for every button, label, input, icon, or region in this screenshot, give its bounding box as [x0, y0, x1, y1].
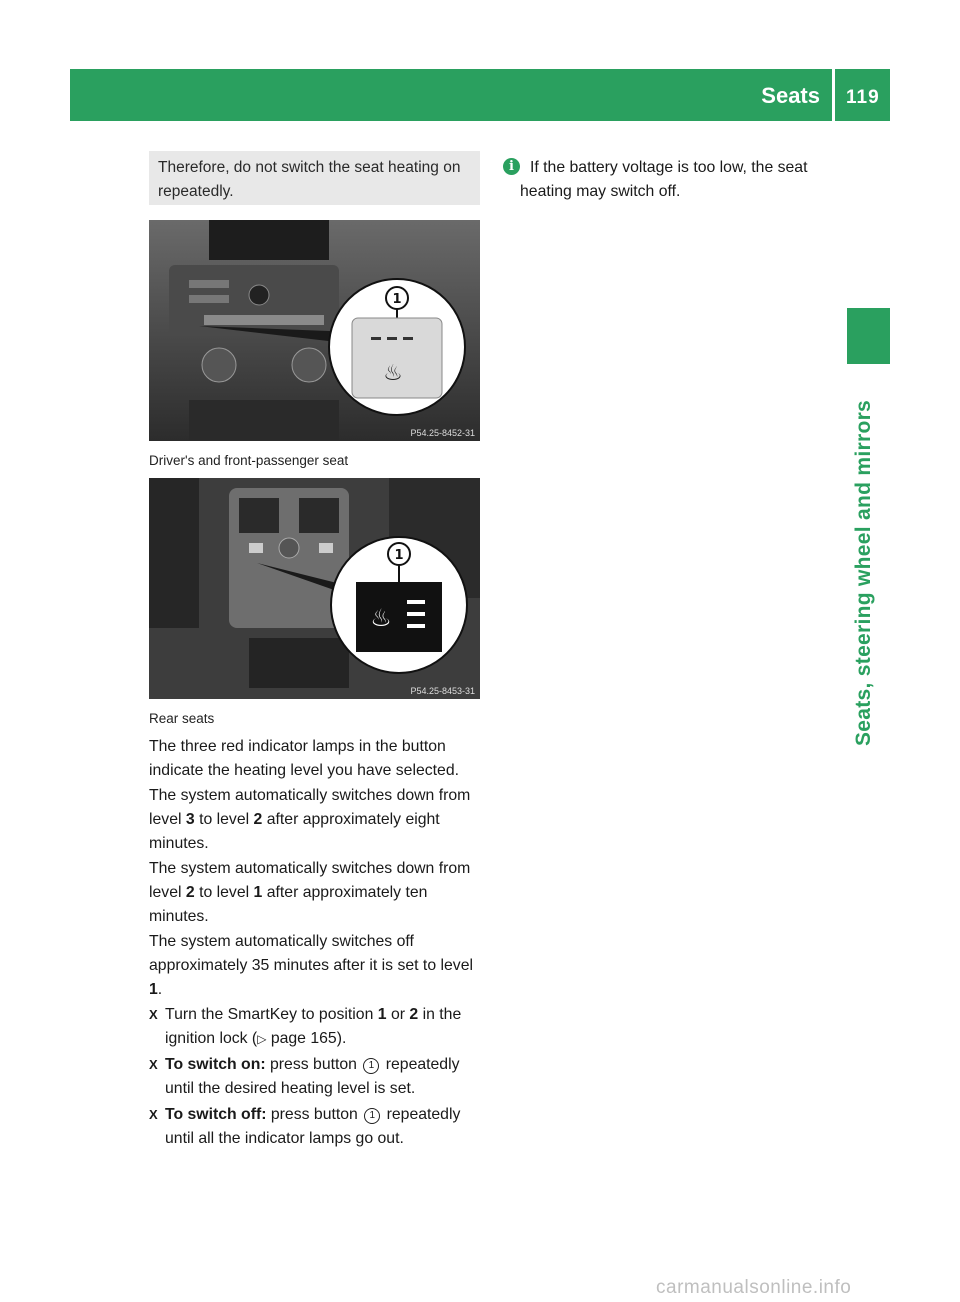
- step-switch-on: X To switch on: press button 1 repeatedly until the desired heating level is set.: [149, 1056, 460, 1097]
- callout-1-icon: 1: [363, 1058, 379, 1074]
- step-switch-off: X To switch off: press button 1 repeatedly until all the indicator lamps go out.: [149, 1106, 461, 1147]
- figure2-code: P54.25-8453-31: [410, 686, 475, 696]
- figure-rear-seat-heating: [149, 478, 480, 699]
- paragraph-indicator-lamps: The three red indicator lamps in the button indicate the heating level you have selected.: [149, 738, 460, 779]
- step-marker: X: [149, 1007, 158, 1022]
- warning-text: Therefore, do not switch the seat heating on repeatedly.: [158, 159, 461, 200]
- callout-1-icon: 1: [364, 1108, 380, 1124]
- figure1-caption: Driver's and front-passenger seat: [149, 453, 349, 468]
- paragraph-level3: The system automatically switches down from level 3 to level 2 after approximately eight minutes.: [149, 787, 471, 852]
- chapter-label: Seats, steering wheel and mirrors: [852, 399, 875, 746]
- step-smartkey: X Turn the SmartKey to position 1 or 2 in the ignition lock (▷ page 165).: [149, 1003, 484, 1051]
- paragraph-auto-off: The system automatically switches off approximately 35 minutes after it is set to level 1.: [149, 933, 473, 998]
- paragraph-level2: The system automatically switches down from level 2 to level 1 after approximately ten minutes.: [149, 860, 471, 925]
- page-ref-arrow-icon: ▷: [257, 1032, 267, 1046]
- section-title: Seats: [761, 83, 820, 108]
- info-text: If the battery voltage is too low, the seat heating may switch off.: [520, 159, 808, 200]
- chapter-tab: [847, 308, 890, 364]
- footer-watermark: carmanualsonline.info: [656, 1277, 852, 1298]
- svg-text:♨: ♨: [370, 604, 392, 632]
- page-number: 119: [846, 87, 880, 108]
- figure2-caption: Rear seats: [149, 711, 215, 726]
- figure2-callout: 1: [394, 548, 404, 563]
- body-column: [149, 735, 484, 1153]
- figure1-callout: 1: [392, 292, 402, 307]
- figure1-code: P54.25-8452-31: [410, 428, 475, 438]
- figure-front-seat-heating: [149, 220, 480, 441]
- svg-text:♨: ♨: [383, 361, 403, 386]
- info-icon: i: [503, 158, 520, 175]
- header-divider: [832, 69, 835, 121]
